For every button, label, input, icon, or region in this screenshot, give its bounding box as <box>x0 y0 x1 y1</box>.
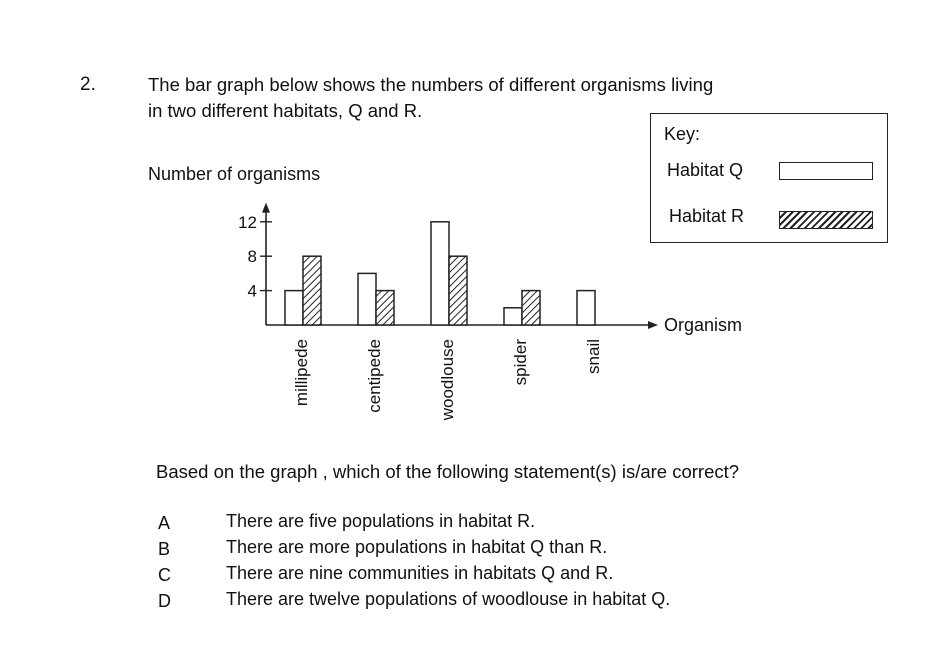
y-tick-label: 12 <box>238 212 257 232</box>
category-label-spider: spider <box>511 339 530 386</box>
x-axis-label: Organism <box>664 315 743 335</box>
option-c-text: There are nine communities in habitats Q and R. <box>226 563 614 583</box>
intro-line-2: in two different habitats, Q and R. <box>148 100 423 121</box>
category-label-centipede: centipede <box>365 339 384 413</box>
category-label-snail: snail <box>584 339 603 374</box>
bar-habitat-q-snail <box>577 291 595 325</box>
intro-line-1: The bar graph below shows the numbers of different organisms living <box>148 74 714 95</box>
key-title: Key: <box>664 124 701 144</box>
option-a-letter: A <box>158 513 171 533</box>
bar-habitat-r-woodlouse <box>449 256 467 325</box>
bar-habitat-r-millipede <box>303 256 321 325</box>
key-habitat-q-label: Habitat Q <box>667 160 744 180</box>
option-d-text: There are twelve populations of woodlouse in habitat Q. <box>226 589 671 609</box>
option-d-letter: D <box>158 591 171 611</box>
y-axis-label: Number of organisms <box>148 164 321 184</box>
y-tick-label: 8 <box>247 247 257 267</box>
bar-habitat-q-spider <box>504 308 522 325</box>
bar-habitat-q-millipede <box>285 291 303 325</box>
y-axis-arrow <box>262 203 270 213</box>
bar-habitat-r-spider <box>522 291 540 325</box>
option-b-letter: B <box>158 539 171 559</box>
option-a-text: There are five populations in habitat R. <box>226 511 536 531</box>
category-label-woodlouse: woodlouse <box>438 339 457 421</box>
question-prompt: Based on the graph , which of the following statement(s) is/are correct? <box>156 461 740 482</box>
category-label-millipede: millipede <box>292 339 311 407</box>
question-number: 2. <box>80 74 96 95</box>
bar-habitat-q-woodlouse <box>431 222 449 325</box>
x-axis-arrow <box>648 321 658 329</box>
y-tick-label: 4 <box>247 281 257 301</box>
key-habitat-r-label: Habitat R <box>669 206 745 226</box>
option-b-text: There are more populations in habitat Q than R. <box>226 537 608 557</box>
bar-habitat-q-centipede <box>358 273 376 325</box>
bar-habitat-r-centipede <box>376 291 394 325</box>
option-c-letter: C <box>158 565 171 585</box>
